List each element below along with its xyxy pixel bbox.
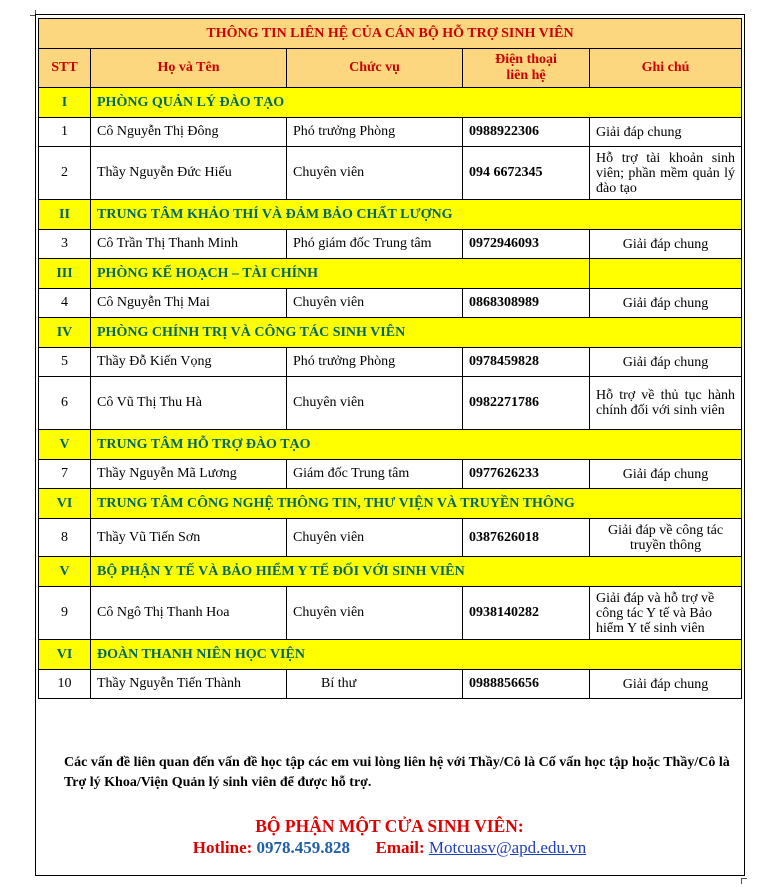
header-name: Họ và Tên — [91, 49, 287, 88]
footer — [38, 733, 741, 873]
section-title: PHÒNG QUẢN LÝ ĐÀO TẠO — [91, 88, 742, 118]
table-row — [39, 348, 742, 377]
row-note: Giải đáp và hỗ trợ về công tác Y tế và Bảo hiểm Y tế sinh viên — [590, 587, 742, 640]
section-title: ĐOÀN THANH NIÊN HỌC VIỆN — [91, 640, 742, 670]
row-stt: 9 — [39, 587, 91, 640]
section-row — [39, 557, 742, 587]
hotline-number[interactable]: 0978.459.828 — [256, 838, 351, 857]
email-label: Email: — [375, 838, 425, 857]
row-phone[interactable]: 094 6672345 — [463, 147, 590, 200]
header-position: Chức vụ — [287, 49, 463, 88]
row-note: Giải đáp chung — [590, 670, 742, 699]
section-row — [39, 259, 742, 289]
row-stt: 1 — [39, 118, 91, 147]
row-position: Giám đốc Trung tâm — [287, 460, 463, 489]
row-name: Thầy Vũ Tiến Sơn — [91, 519, 287, 557]
row-note: Giải đáp chung — [590, 460, 742, 489]
row-name: Thầy Nguyễn Đức Hiếu — [91, 147, 287, 200]
row-stt: 4 — [39, 289, 91, 318]
row-position: Phó giám đốc Trung tâm — [287, 230, 463, 259]
corner-mark-bottom-right — [741, 878, 747, 884]
section-title: BỘ PHẬN Y TẾ VÀ BẢO HIỂM Y TẾ ĐỐI VỚI SINH VIÊN — [91, 557, 742, 587]
row-stt: 2 — [39, 147, 91, 200]
section-number: I — [39, 88, 91, 118]
section-row — [39, 318, 742, 348]
section-title: PHÒNG CHÍNH TRỊ VÀ CÔNG TÁC SINH VIÊN — [91, 318, 742, 348]
row-note: Giải đáp chung — [590, 118, 742, 147]
table-title: THÔNG TIN LIÊN HỆ CỦA CÁN BỘ HỖ TRỢ SINH VIÊN — [39, 19, 742, 49]
row-phone[interactable]: 0988922306 — [463, 118, 590, 147]
row-position: Phó trưởng Phòng — [287, 348, 463, 377]
email-link[interactable]: Motcuasv@apd.edu.vn — [428, 838, 587, 857]
row-stt: 5 — [39, 348, 91, 377]
section-number: V — [39, 430, 91, 460]
row-note: Giải đáp chung — [590, 230, 742, 259]
row-stt: 7 — [39, 460, 91, 489]
table-row — [39, 587, 742, 640]
row-position: Chuyên viên — [287, 519, 463, 557]
row-phone[interactable]: 0387626018 — [463, 519, 590, 557]
row-name: Cô Nguyễn Thị Đông — [91, 118, 287, 147]
row-stt: 6 — [39, 377, 91, 430]
row-position: Chuyên viên — [287, 587, 463, 640]
contacts-table — [38, 18, 742, 699]
row-stt: 8 — [39, 519, 91, 557]
row-phone[interactable]: 0938140282 — [463, 587, 590, 640]
row-phone[interactable]: 0868308989 — [463, 289, 590, 318]
section-number: III — [39, 259, 91, 289]
row-name: Cô Ngô Thị Thanh Hoa — [91, 587, 287, 640]
section-title: TRUNG TÂM HỖ TRỢ ĐÀO TẠO — [91, 430, 742, 460]
row-position: Bí thư — [287, 670, 463, 699]
row-name: Thầy Đỗ Kiến Vọng — [91, 348, 287, 377]
row-name: Cô Trần Thị Thanh Minh — [91, 230, 287, 259]
section-empty-cell — [590, 259, 742, 289]
table-row — [39, 519, 742, 557]
row-phone[interactable]: 0988856656 — [463, 670, 590, 699]
section-title: PHÒNG KẾ HOẠCH – TÀI CHÍNH — [91, 259, 590, 289]
contact-line — [38, 838, 741, 858]
hotline-label: Hotline: — [192, 838, 253, 857]
section-row — [39, 489, 742, 519]
section-number: VI — [39, 640, 91, 670]
row-note: Hỗ trợ tài khoản sinh viên; phần mềm quản lý đào tạo — [590, 147, 742, 200]
table-row — [39, 289, 742, 318]
row-stt: 10 — [39, 670, 91, 699]
header-phone-line1: Điện thoại — [495, 52, 557, 67]
row-note: Giải đáp chung — [590, 289, 742, 318]
table-row — [39, 118, 742, 147]
header-stt: STT — [39, 49, 91, 88]
footer-note: Các vấn đề liên quan đến vấn đề học tập các em vui lòng liên hệ với Thầy/Cô là Cố vấn học tập hoặc Thầy/Cô là Trợ lý Khoa/Viện Quản lý sinh viên để được hỗ trợ. — [64, 755, 730, 790]
row-phone[interactable]: 0978459828 — [463, 348, 590, 377]
row-position: Phó trưởng Phòng — [287, 118, 463, 147]
header-note: Ghi chú — [590, 49, 742, 88]
row-position: Chuyên viên — [287, 289, 463, 318]
section-title: TRUNG TÂM KHẢO THÍ VÀ ĐẢM BẢO CHẤT LƯỢNG — [91, 200, 742, 230]
header-phone — [463, 49, 590, 88]
section-number: IV — [39, 318, 91, 348]
row-note: Giải đáp chung — [590, 348, 742, 377]
section-number: II — [39, 200, 91, 230]
row-name: Cô Nguyễn Thị Mai — [91, 289, 287, 318]
row-position: Chuyên viên — [287, 147, 463, 200]
row-note: Giải đáp về công tác truyền thông — [590, 519, 742, 557]
table-row — [39, 147, 742, 200]
section-row — [39, 430, 742, 460]
row-note: Hỗ trợ về thủ tục hành chính đối với sinh viên — [590, 377, 742, 430]
row-phone[interactable]: 0972946093 — [463, 230, 590, 259]
table-row — [39, 670, 742, 699]
row-name: Cô Vũ Thị Thu Hà — [91, 377, 287, 430]
section-row — [39, 200, 742, 230]
office-title: BỘ PHẬN MỘT CỬA SINH VIÊN: — [255, 816, 524, 836]
table-row — [39, 230, 742, 259]
table-row — [39, 460, 742, 489]
section-number: V — [39, 557, 91, 587]
section-number: VI — [39, 489, 91, 519]
section-row — [39, 640, 742, 670]
row-phone[interactable]: 0982271786 — [463, 377, 590, 430]
table-row — [39, 377, 742, 430]
row-position: Chuyên viên — [287, 377, 463, 430]
section-title: TRUNG TÂM CÔNG NGHỆ THÔNG TIN, THƯ VIỆN VÀ TRUYỀN THÔNG — [91, 489, 742, 519]
row-phone[interactable]: 0977626233 — [463, 460, 590, 489]
section-row — [39, 88, 742, 118]
row-stt: 3 — [39, 230, 91, 259]
row-name: Thầy Nguyễn Mã Lương — [91, 460, 287, 489]
header-phone-line2: liên hệ — [506, 68, 546, 83]
row-name: Thầy Nguyễn Tiến Thành — [91, 670, 287, 699]
